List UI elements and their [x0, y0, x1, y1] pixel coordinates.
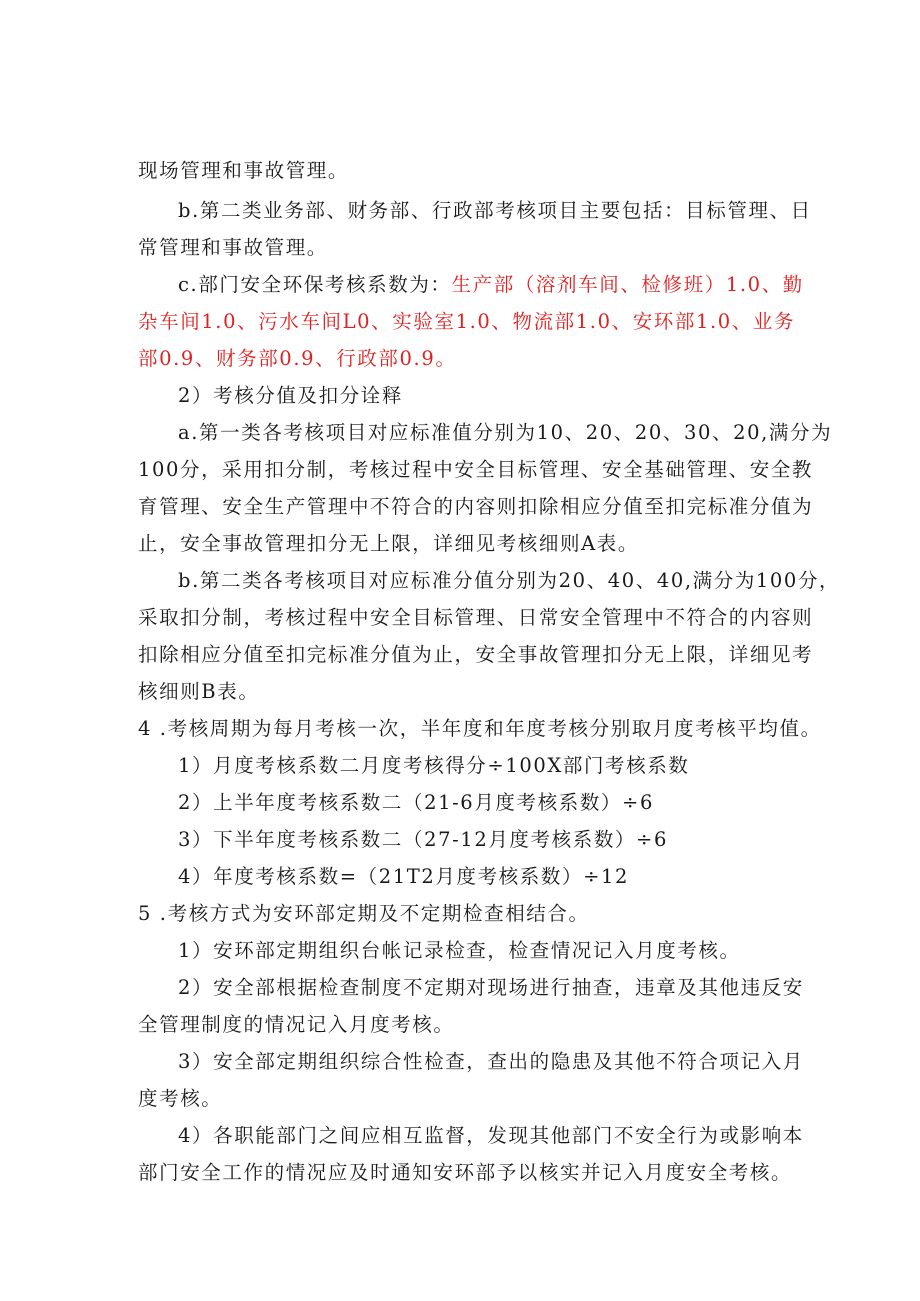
- section-heading: 2）考核分值及扣分诠释: [178, 384, 404, 407]
- text-line: 1）月度考核系数二月度考核得分÷100X部门考核系数: [178, 754, 690, 777]
- coefficient-values-highlight: 生产部（溶剂车间、检修班）1.0、勤: [451, 273, 804, 296]
- text-line: 核细则B表。: [138, 680, 260, 703]
- text-line: 4）各职能部门之间应相互监督，发现其他部门不安全行为或影响本: [178, 1124, 804, 1147]
- text-line: 2）安全部根据检查制度不定期对现场进行抽查，违章及其他违反安: [178, 976, 804, 999]
- text-line: 现场管理和事故管理。: [138, 159, 350, 182]
- coefficient-values-highlight: 部0.9、财务部0.9、行政部0.9。: [138, 347, 457, 370]
- text-line: 常管理和事故管理。: [138, 236, 328, 259]
- text-line: 采取扣分制，考核过程中安全目标管理、日常安全管理中不符合的内容则: [138, 606, 814, 629]
- text-line: 扣除相应分值至扣完标准分值为止，安全事故管理扣分无上限，详细见考: [138, 643, 814, 666]
- text-line: 全管理制度的情况记入月度考核。: [138, 1013, 455, 1036]
- text-line: 4）年度考核系数=（21T2月度考核系数）÷12: [178, 865, 630, 888]
- text-line: b.第二类业务部、财务部、行政部考核项目主要包括：目标管理、日: [178, 199, 812, 222]
- text-line: b.第二类各考核项目对应标准分值分别为20、40、40,满分为100分，: [178, 569, 841, 592]
- numbered-item: 4 .考核周期为每月考核一次，半年度和年度考核分别取月度考核平均值。: [138, 717, 822, 740]
- coefficient-values-highlight: 杂车间1.0、污水车间L0、实验室1.0、物流部1.0、安环部1.0、业务: [138, 310, 796, 333]
- text-line: 止，安全事故管理扣分无上限，详细见考核细则A表。: [138, 532, 639, 555]
- text-line: a.第一类各考核项目对应标准值分别为10、20、20、30、20,满分为: [178, 421, 833, 444]
- numbered-item: 5 .考核方式为安环部定期及不定期检查相结合。: [138, 902, 590, 925]
- text-line: 度考核。: [138, 1087, 223, 1110]
- text-line: 3）下半年度考核系数二（27-12月度考核系数）÷6: [178, 828, 668, 851]
- text-line: 3）安全部定期组织综合性检查，查出的隐患及其他不符合项记入月: [178, 1050, 804, 1073]
- text-line: 2）上半年度考核系数二（21-6月度考核系数）÷6: [178, 791, 654, 814]
- text-line: 育管理、安全生产管理中不符合的内容则扣除相应分值至扣完标准分值为: [138, 495, 814, 518]
- text-line: 100分，采用扣分制，考核过程中安全目标管理、安全基础管理、安全教: [138, 458, 814, 481]
- text-line: 部门安全工作的情况应及时通知安环部予以核实并记入月度安全考核。: [138, 1161, 793, 1184]
- text-line: [178, 272, 804, 298]
- text-line: 1）安环部定期组织台帐记录检查，检查情况记入月度考核。: [178, 939, 741, 962]
- coefficient-intro: c.部门安全环保考核系数为：: [178, 273, 452, 296]
